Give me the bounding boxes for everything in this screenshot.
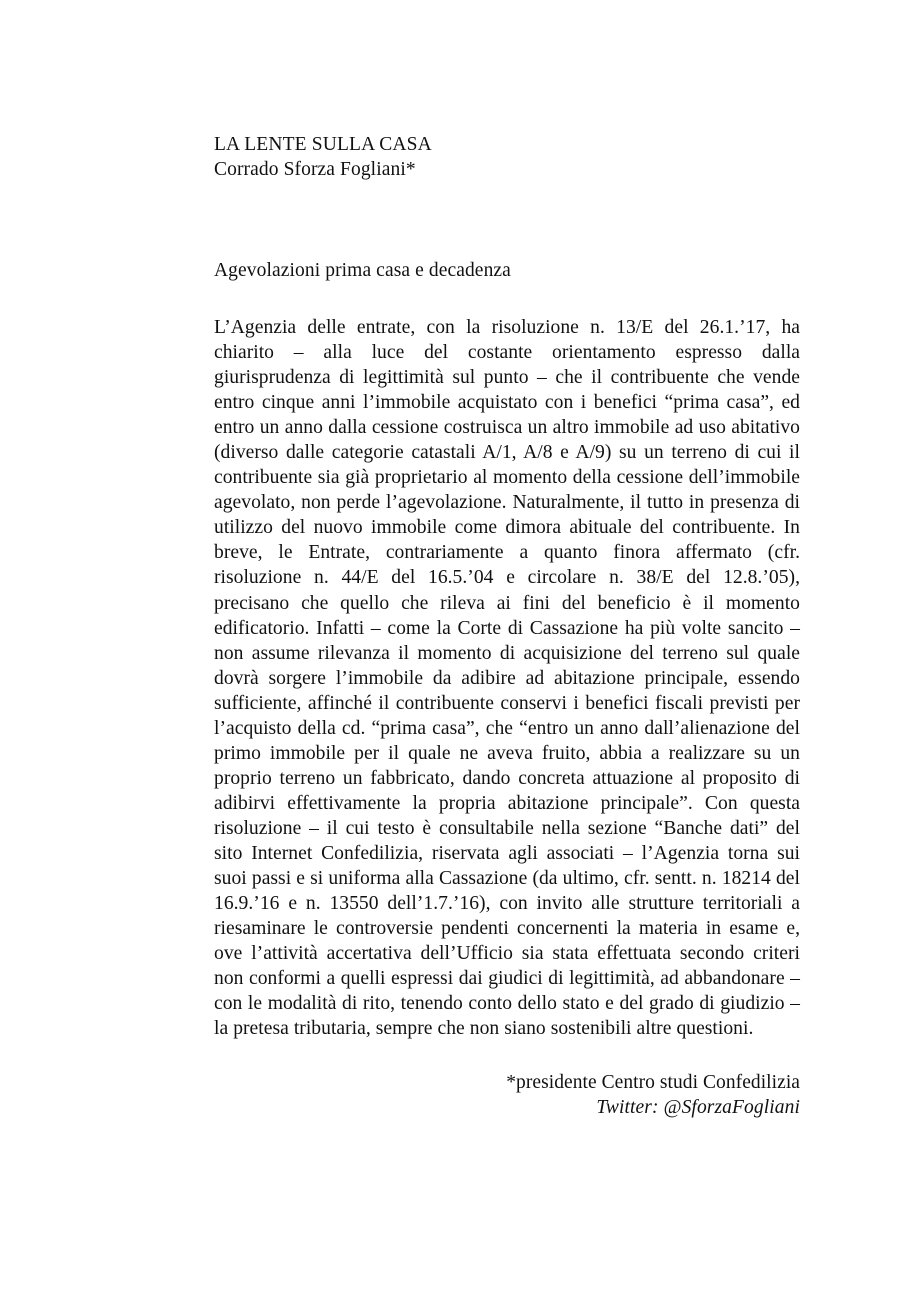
article-subtitle: Agevolazioni prima casa e decadenza [214,260,511,281]
article-body-paragraph: L’Agenzia delle entrate, con la risoluzione n. 13/E del 26.1.’17, ha chiarito – alla luce del costante orientamento espresso dalla giurisprudenza di legittimità sul punto – che il contribuente che vende entro cinque anni l’immobile acquistato con i benefici “prima casa”, ed entro un anno dalla cessione costruisca un altro immobile ad uso abitativo (diverso dalle categorie catastali A/1, A/8 e A/9) su un terreno di cui il contribuente sia già proprietario al momento della cessione dell’immobile agevolato, non perde l’agevolazione. Naturalmente, il tutto in presenza di utilizzo del nuovo immobile come dimora abituale del contribuente. In breve, le Entrate, contrariamente a quanto finora affermato (cfr. risoluzione n. 44/E del 16.5.’04 e circolare n. 38/E del 12.8.’05), precisano che quello che rileva ai fini del beneficio è il momento edificatorio. Infatti – come la Corte di Cassazione ha più volte sancito – non assume rilevanza il momento di acquisizione del terreno sul quale dovrà sorgere l’immobile da adibire ad abitazione principale, essendo sufficiente, affinché il contribuente conservi i benefici fiscali previsti per l’acquisto della cd. “prima casa”, che “entro un anno dall’alienazione del primo immobile per il quale ne aveva fruito, abbia a realizzare su un proprio terreno un fabbricato, dando concreta attuazione al proposito di adibirvi effettivamente la propria abitazione principale”. Con questa risoluzione – il cui testo è consultabile nella sezione “Banche dati” del sito Internet Confedilizia, riservata agli associati – l’Agenzia torna sui suoi passi e si uniforma alla Cassazione (da ultimo, cfr. sentt. n. 18214 del 16.9.’16 e n. 13550 dell’1.7.’16), con invito alle strutture territoriali a riesaminare le controversie pendenti concernenti la materia in esame e, ove l’attività accertativa dell’Ufficio sia stata effettuata secondo criteri non conformi a quelli espressi dai giudici di legittimità, ad abbandonare – con le modalità di rito, tenendo conto dello stato e del grado di giudizio – la pretesa tributaria, sempre che non siano sostenibili altre questioni. [214,317,800,1040]
page-title: LA LENTE SULLA CASA [214,134,432,155]
signature-twitter-handle: Twitter: @SforzaFogliani [596,1097,800,1119]
signature-block [214,1070,800,1120]
signature-role: *presidente Centro studi Confedilizia [506,1072,800,1094]
author-byline: Corrado Sforza Fogliani* [214,159,416,180]
document-content [214,132,800,1120]
